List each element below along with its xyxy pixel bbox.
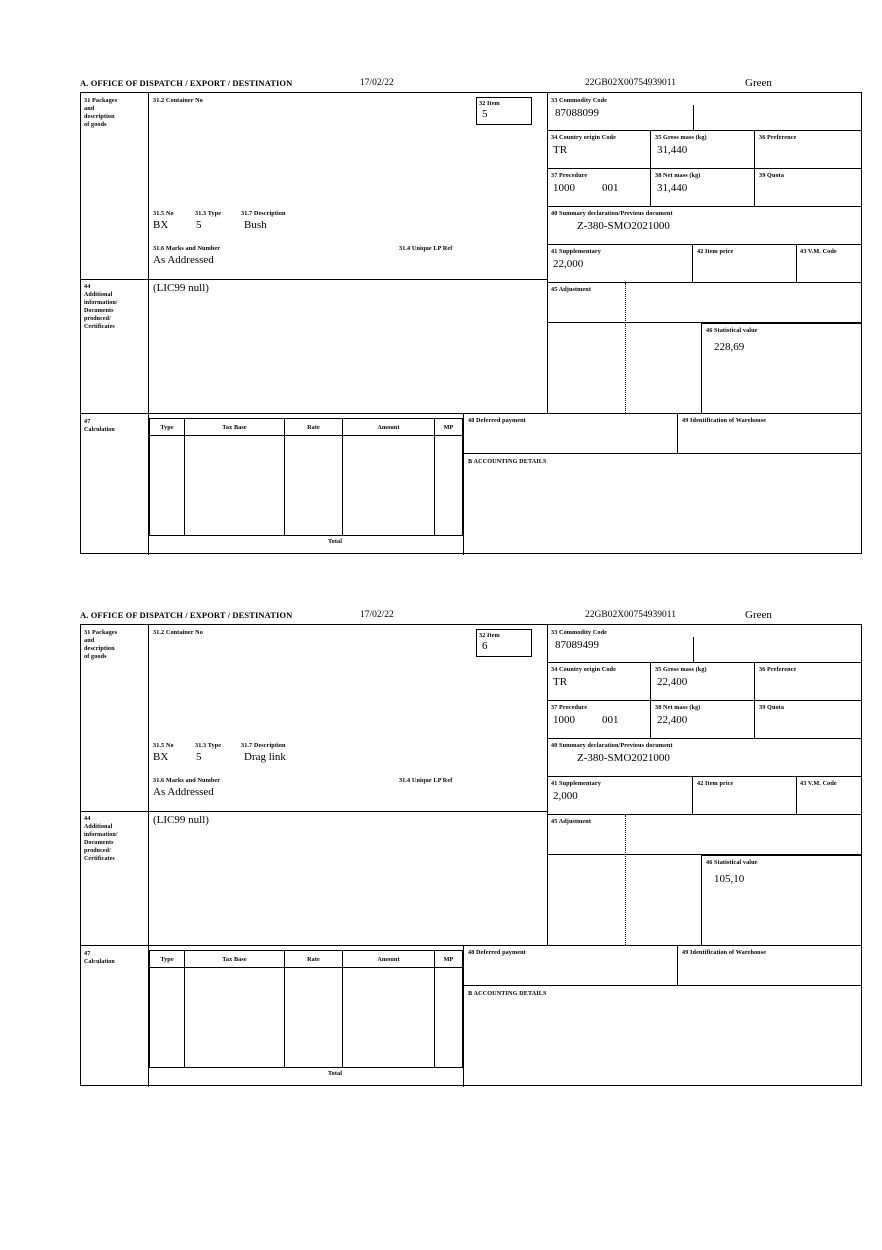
procedure-code-value: 1000 (553, 182, 575, 194)
declaration-date: 17/02/22 (360, 78, 394, 88)
preference-value (755, 142, 861, 144)
calculation-table-2 (149, 946, 463, 1087)
summary-declaration-cell-1: 40 Summary declaration/Previous document Z-380-SMO2021000 (547, 207, 861, 245)
marks-numbers-value-2: As Addressed (153, 786, 214, 798)
item-no-value-2: 6 (482, 640, 488, 652)
calc-col-tax-base-1 (185, 436, 285, 536)
quota-cell-1: 39 Quota (755, 169, 861, 207)
summary-declaration-cell-2: 40 Summary declaration/Previous document Z-380-SMO2021000 (547, 739, 861, 777)
calc-col-mp-1 (435, 436, 463, 536)
total-value-1 (385, 536, 463, 550)
preference-cell-1: 36 Preference (755, 131, 861, 169)
col-mp-header-2: MP (435, 950, 463, 968)
bottom-section-2 (81, 945, 861, 1087)
package-detail-row-2: 31.5 No 31.3 Type 31.7 Description BX 5 Drag link (153, 742, 286, 763)
total-label-1: Total (327, 538, 343, 545)
quota-value (755, 180, 861, 182)
summary-declaration-value-2: Z-380-SMO2021000 (577, 752, 670, 764)
net-mass-cell-2: 38 Net mass (kg) 22,400 (651, 701, 755, 739)
calc-col-type-2 (149, 968, 185, 1068)
additional-info-label-cell-1: 44 Additional information/ Documents produced/ Certificates (81, 279, 149, 413)
package-no-value: BX (153, 219, 169, 231)
container-no-cell-2: 31.2 Container No (149, 625, 547, 811)
calculation-label-cell-1: 47 Calculation (81, 414, 149, 555)
procedure-cell-2: 37 Procedure 1000 001 (547, 701, 651, 739)
calc-col-type-1 (149, 436, 185, 536)
total-value-2 (385, 1068, 463, 1082)
declaration-box-2 (80, 624, 862, 1086)
accounting-details-cell-1: B ACCOUNTING DETAILS (463, 454, 861, 555)
deferred-payment-cell-2: 48 Deferred payment (463, 946, 677, 986)
container-no-cell-1: 31.2 Container No (149, 93, 547, 279)
commodity-code-value: 87088099 (555, 107, 599, 119)
form-header-1 (80, 78, 862, 92)
country-origin-cell-1: 34 Country origin Code TR (547, 131, 651, 169)
dotted-divider-2 (625, 815, 626, 945)
col-rate-header-2: Rate (285, 950, 343, 968)
deferred-payment-value (464, 425, 677, 427)
supplementary-value-2: 2,000 (553, 790, 578, 802)
gross-mass-value: 31,440 (657, 144, 688, 156)
item-price-value (693, 256, 796, 258)
adjustment-cell-1: 45 Adjustment (547, 283, 861, 323)
gross-mass-cell-2: 35 Gross mass (kg) 22,400 (651, 663, 755, 701)
marks-numbers-value: As Addressed (153, 254, 214, 266)
quota-cell-2: 39 Quota (755, 701, 861, 739)
calc-col-rate-1 (285, 436, 343, 536)
deferred-payment-cell-1: 48 Deferred payment (463, 414, 677, 454)
adjustment-cell-2: 45 Adjustment (547, 815, 861, 855)
additional-info-value: (LIC99 null) (153, 282, 209, 294)
gross-mass-cell-1: 35 Gross mass (kg) 31,440 (651, 131, 755, 169)
net-mass-value-2: 22,400 (657, 714, 688, 726)
vm-code-value (797, 256, 861, 258)
vm-code-cell-2: 43 V.M. Code (797, 777, 861, 815)
col-type-header-2: Type (149, 950, 185, 968)
calc-col-mp-2 (435, 968, 463, 1068)
item-price-cell-1: 42 Item price (693, 245, 797, 283)
commodity-code-split-2 (693, 637, 694, 663)
calc-col-tax-base-2 (185, 968, 285, 1068)
net-mass-value: 31,440 (657, 182, 688, 194)
col-mp-header-1: MP (435, 418, 463, 436)
calc-col-rate-2 (285, 968, 343, 1068)
statistical-value-value: 228,69 (714, 341, 745, 353)
net-mass-cell-1: 38 Net mass (kg) 31,440 (651, 169, 755, 207)
office-of-dispatch-label-2: A. OFFICE OF DISPATCH / EXPORT / DESTINATION (80, 610, 293, 620)
procedure-code-value-2: 1000 (553, 714, 575, 726)
right-column-1 (547, 93, 861, 413)
package-type-value-2: 5 (196, 751, 202, 763)
commodity-code-value-2: 87089499 (555, 639, 599, 651)
package-type-value: 5 (196, 219, 202, 231)
marks-row-2: 31.6 Marks and Number 31.4 Unique LP Ref As Addressed (153, 777, 453, 798)
identification-warehouse-cell-1: 49 Identification of Warehouse (677, 414, 861, 454)
mrn-number-2: 22GB02X00754939011 (585, 610, 676, 620)
adjustment-value-2 (547, 826, 861, 828)
package-description-value-2: Drag link (244, 751, 286, 763)
procedure-sub-value: 001 (602, 182, 619, 194)
commodity-code-split (693, 105, 694, 131)
additional-info-value-cell-2 (149, 811, 547, 945)
calculation-label-cell-2: 47 Calculation (81, 946, 149, 1087)
calc-col-amount-2 (343, 968, 435, 1068)
country-origin-value: TR (553, 144, 568, 156)
procedure-cell-1: 37 Procedure 1000 001 (547, 169, 651, 207)
item-price-value-2 (693, 788, 796, 790)
country-origin-cell-2: 34 Country origin Code TR (547, 663, 651, 701)
vm-code-value-2 (797, 788, 861, 790)
col-amount-header-2: Amount (343, 950, 435, 968)
additional-info-value-2: (LIC99 null) (153, 814, 209, 826)
procedure-sub-value-2: 001 (602, 714, 619, 726)
marks-row-1: 31.6 Marks and Number 31.4 Unique LP Ref As Addressed (153, 245, 453, 266)
gross-mass-value-2: 22,400 (657, 676, 688, 688)
col-type-header-1: Type (149, 418, 185, 436)
col-tax-base-header-2: Tax Base (185, 950, 285, 968)
mrn-number: 22GB02X00754939011 (585, 78, 676, 88)
office-of-dispatch-label: A. OFFICE OF DISPATCH / EXPORT / DESTINATION (80, 78, 293, 88)
identification-warehouse-value (678, 425, 861, 427)
summary-declaration-value: Z-380-SMO2021000 (577, 220, 670, 232)
right-column-2 (547, 625, 861, 945)
country-origin-value-2: TR (553, 676, 568, 688)
quota-value-2 (755, 712, 861, 714)
package-no-value-2: BX (153, 751, 169, 763)
supplementary-value: 22,000 (553, 258, 584, 270)
preference-cell-2: 36 Preference (755, 663, 861, 701)
statistical-value-value-2: 105,10 (714, 873, 745, 885)
package-detail-row-1: 31.5 No 31.3 Type 31.7 Description BX 5 Bush (153, 210, 286, 231)
deferred-payment-value-2 (464, 957, 677, 959)
declaration-box-1 (80, 92, 862, 554)
bottom-section-1 (81, 413, 861, 555)
item-no-cell-2: 32 Item 6 (476, 629, 532, 657)
calc-col-amount-1 (343, 436, 435, 536)
item-no-value: 5 (482, 108, 488, 120)
package-description-value: Bush (244, 219, 267, 231)
calculation-table-1 (149, 414, 463, 555)
accounting-details-cell-2: B ACCOUNTING DETAILS (463, 986, 861, 1087)
col-rate-header-1: Rate (285, 418, 343, 436)
supplementary-cell-1: 41 Supplementary 22,000 (547, 245, 693, 283)
adjustment-value (547, 294, 861, 296)
supplementary-cell-2: 41 Supplementary 2,000 (547, 777, 693, 815)
packages-label-cell-2: 31 Packages and description of goods (81, 625, 149, 811)
vm-code-cell-1: 43 V.M. Code (797, 245, 861, 283)
statistical-value-cell-1: 46 Statistical value 228,69 (701, 323, 861, 413)
packages-label-cell-1: 31 Packages and description of goods (81, 93, 149, 279)
declaration-date-2: 17/02/22 (360, 610, 394, 620)
additional-info-label-cell-2: 44 Additional information/ Documents produced/ Certificates (81, 811, 149, 945)
total-label-2: Total (327, 1070, 343, 1077)
statistical-value-cell-2: 46 Statistical value 105,10 (701, 855, 861, 945)
identification-warehouse-value-2 (678, 957, 861, 959)
lane-status: Green (745, 77, 772, 89)
preference-value-2 (755, 674, 861, 676)
commodity-code-cell-1: 33 Commodity Code 87088099 (547, 93, 861, 131)
dotted-divider-1 (625, 283, 626, 413)
col-amount-header-1: Amount (343, 418, 435, 436)
item-price-cell-2: 42 Item price (693, 777, 797, 815)
lane-status-2: Green (745, 609, 772, 621)
customs-declaration-form-1 (80, 78, 862, 554)
additional-info-value-cell-1 (149, 279, 547, 413)
commodity-code-cell-2: 33 Commodity Code 87089499 (547, 625, 861, 663)
col-tax-base-header-1: Tax Base (185, 418, 285, 436)
form-header-2 (80, 610, 862, 624)
identification-warehouse-cell-2: 49 Identification of Warehouse (677, 946, 861, 986)
customs-declaration-form-2 (80, 610, 862, 1086)
item-no-cell-1: 32 Item 5 (476, 97, 532, 125)
